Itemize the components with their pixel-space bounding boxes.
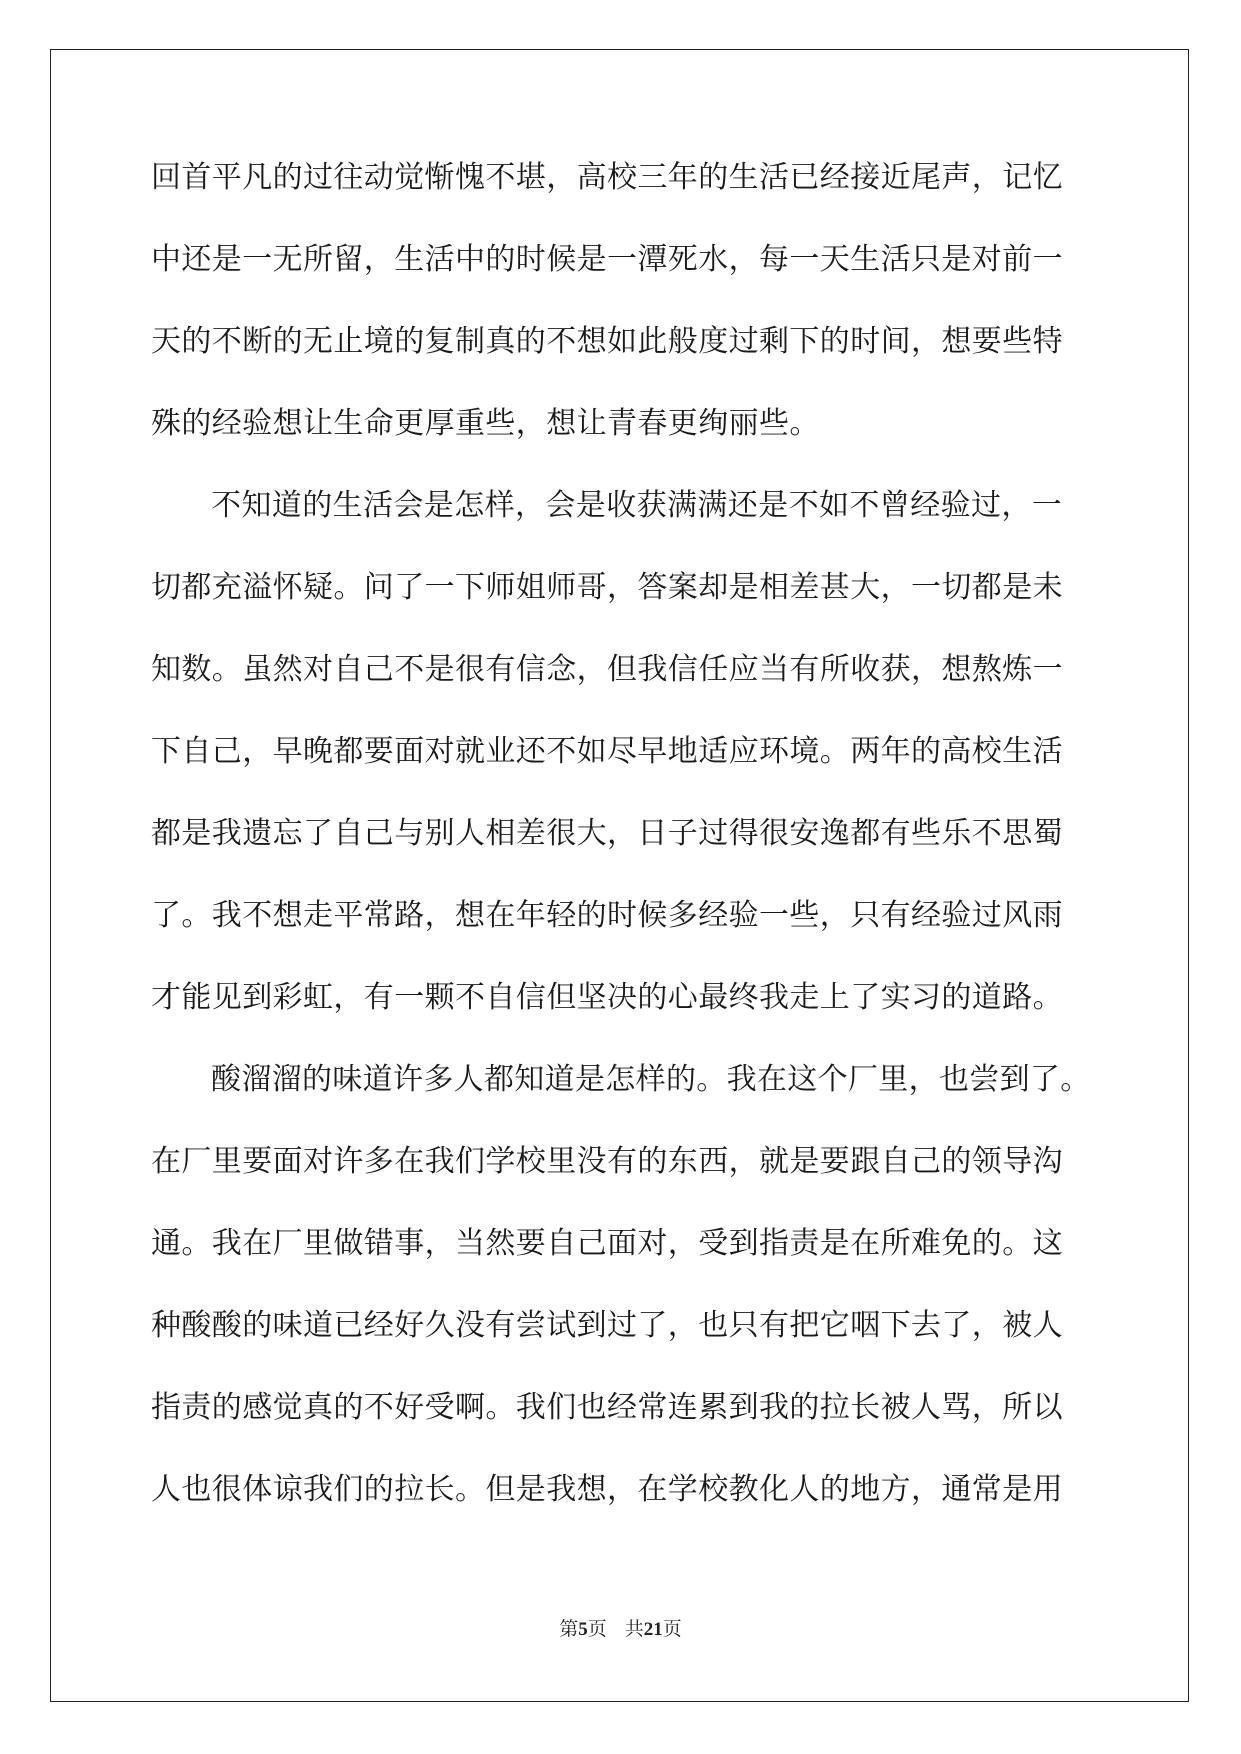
text-line: 种酸酸的味道已经好久没有尝试到过了，也只有把它咽下去了，被人 (151, 1308, 1063, 1343)
text-line: 酸溜溜的味道许多人都知道是怎样的。我在这个厂里，也尝到了。 (211, 1062, 1091, 1097)
page-suffix: 页 (587, 1619, 607, 1640)
text-line: 人也很体谅我们的拉长。但是我想，在学校教化人的地方，通常是用 (151, 1472, 1063, 1507)
total-prefix: 共 (624, 1619, 644, 1640)
text-line: 了。我不想走平常路，想在年轻的时候多经验一些，只有经验过风雨 (151, 898, 1063, 933)
text-line: 切都充溢怀疑。问了一下师姐师哥，答案却是相差甚大，一切都是未 (151, 570, 1063, 605)
text-line: 在厂里要面对许多在我们学校里没有的东西，就是要跟自己的领导沟 (151, 1144, 1063, 1179)
text-line: 才能见到彩虹，有一颗不自信但坚决的心最终我走上了实习的道路。 (151, 980, 1063, 1015)
total-suffix: 页 (662, 1619, 682, 1640)
text-line: 都是我遗忘了自己与别人相差很大，日子过得很安逸都有些乐不思蜀 (151, 816, 1063, 851)
text-line: 天的不断的无止境的复制真的不想如此般度过剩下的时间，想要些特 (151, 324, 1063, 359)
page-number: 5 (578, 1619, 588, 1640)
text-line: 指责的感觉真的不好受啊。我们也经常连累到我的拉长被人骂，所以 (151, 1390, 1063, 1425)
page-prefix: 第 (559, 1619, 579, 1640)
text-line: 知数。虽然对自己不是很有信念，但我信任应当有所收获，想熬炼一 (151, 652, 1063, 687)
text-line: 下自己，早晚都要面对就业还不如尽早地适应环境。两年的高校生活 (151, 734, 1063, 769)
text-line: 回首平凡的过往动觉惭愧不堪，高校三年的生活已经接近尾声，记忆 (151, 160, 1063, 195)
total-pages: 21 (643, 1619, 663, 1640)
text-line: 通。我在厂里做错事，当然要自己面对，受到指责是在所难免的。这 (151, 1226, 1063, 1261)
text-line: 中还是一无所留，生活中的时候是一潭死水，每一天生活只是对前一 (151, 242, 1063, 277)
text-line: 殊的经验想让生命更厚重些，想让青春更绚丽些。 (151, 406, 820, 441)
text-line: 不知道的生活会是怎样，会是收获满满还是不如不曾经验过，一 (211, 488, 1063, 523)
document-body (151, 160, 1091, 1557)
page-footer (0, 1620, 1241, 1640)
